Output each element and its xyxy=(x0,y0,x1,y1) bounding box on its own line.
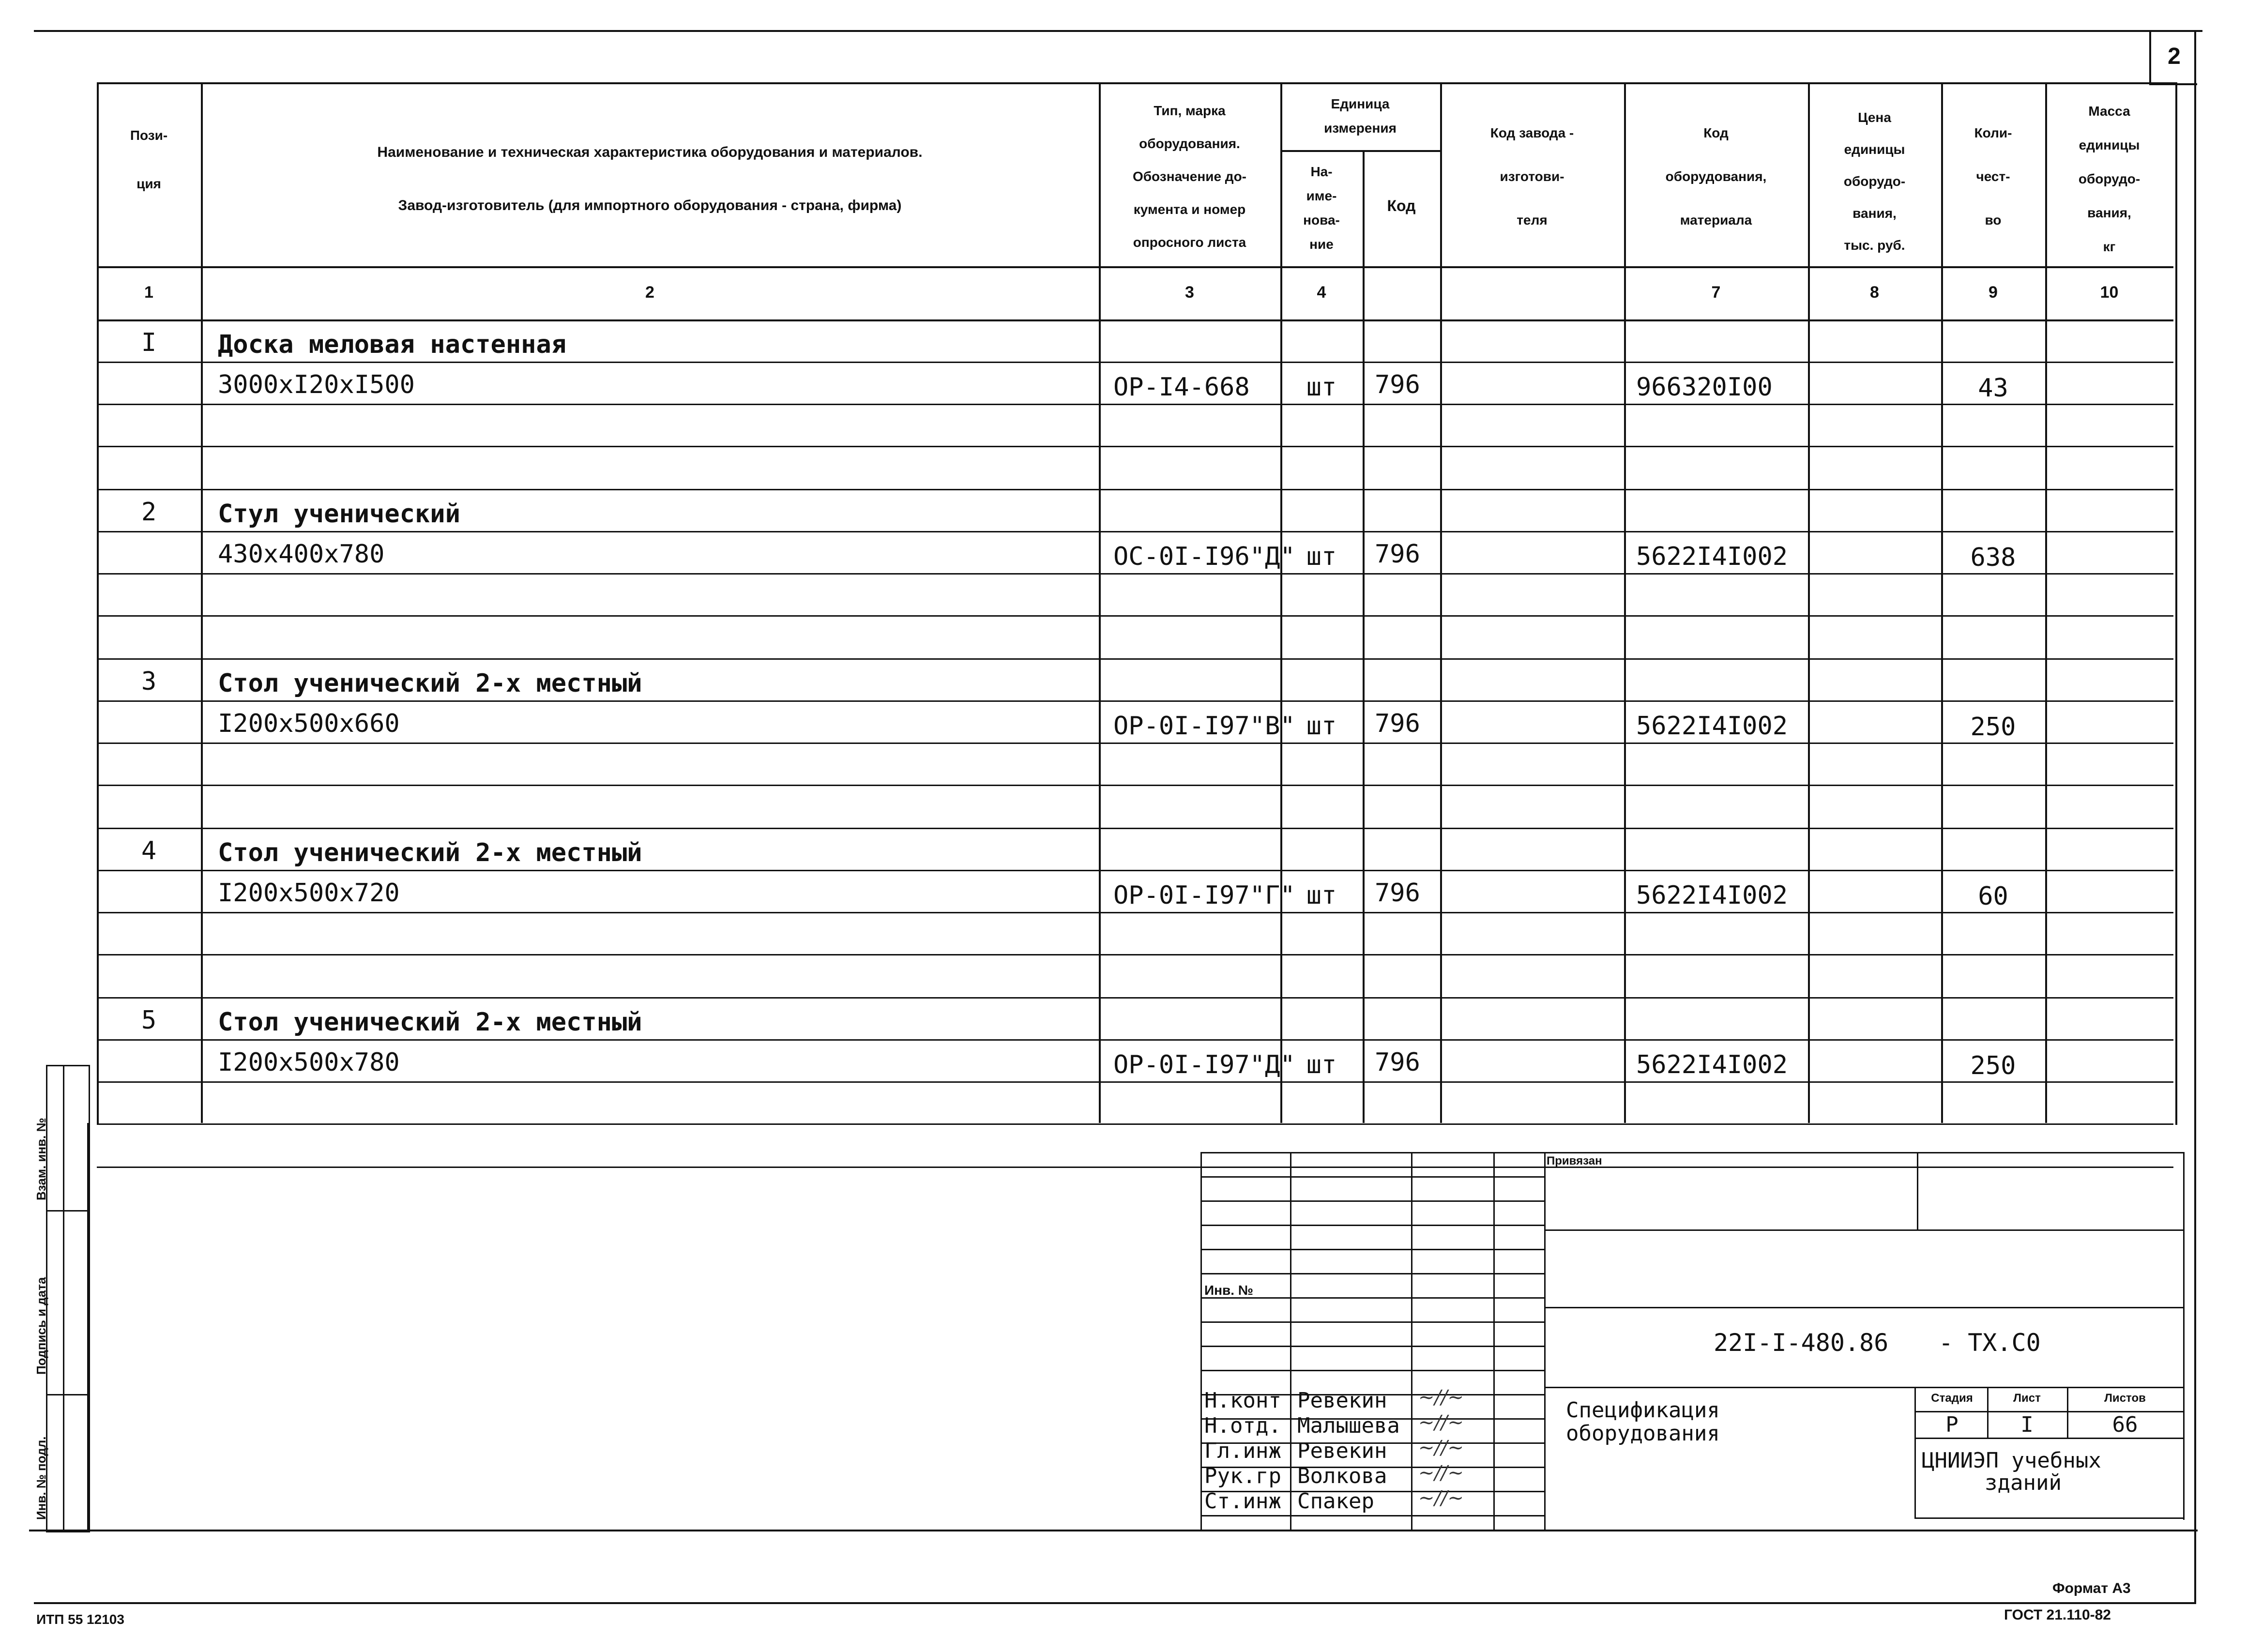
item-name: Доска меловая настенная xyxy=(218,330,567,359)
sheet-number-box xyxy=(2149,30,2197,85)
column-number: 3 xyxy=(1185,283,1194,302)
left-margin-divider xyxy=(46,1394,87,1395)
margin-label-inv: Инв. № подл. xyxy=(34,1436,48,1520)
item-unit-code: 796 xyxy=(1375,370,1420,399)
header-text: материала xyxy=(1680,212,1752,227)
header-text: Завод-изготовитель (для импортного оборудования - страна, фирма) xyxy=(398,197,902,213)
tb-line xyxy=(2183,1152,2185,1520)
item-type: ОР-I4-668 xyxy=(1113,373,1250,402)
tb-line xyxy=(1544,1229,2183,1231)
sig-grid-line xyxy=(1200,1515,1544,1516)
signature-scribble: ~∕∕~ xyxy=(1418,1487,1464,1509)
header-text: во xyxy=(1985,212,2002,227)
header-text: оборудо- xyxy=(1843,174,1906,189)
item-unit-code: 796 xyxy=(1375,879,1420,908)
row-line xyxy=(97,531,2173,532)
row-line xyxy=(97,1081,2173,1083)
margin-label-podpis: Подпись и дата xyxy=(34,1277,48,1375)
header-col3 xyxy=(1099,94,1280,259)
column-number: 1 xyxy=(144,283,153,302)
item-unit: шт xyxy=(1306,881,1337,910)
sheet-value: I xyxy=(2020,1412,2034,1437)
item-quantity: 250 xyxy=(1970,1051,2016,1080)
org-line: зданий xyxy=(1985,1470,2062,1495)
tb-line xyxy=(1917,1152,1918,1229)
stage-label: Стадия xyxy=(1931,1392,1973,1405)
header-col4-name xyxy=(1280,160,1363,257)
header-text: изготови- xyxy=(1500,169,1564,184)
item-equipment-code: 5622I4I002 xyxy=(1636,712,1788,741)
header-text: Цена xyxy=(1858,110,1891,125)
signer-role: Н.конт xyxy=(1204,1388,1281,1413)
row-line xyxy=(97,700,2173,702)
header-col2 xyxy=(201,126,1099,232)
header-text: Код xyxy=(1703,125,1729,140)
header-text: единицы xyxy=(2079,137,2140,152)
header-col6 xyxy=(1440,111,1624,242)
document-title xyxy=(1566,1399,1720,1445)
header-text: ние xyxy=(1309,237,1334,252)
signer-name: Ревекин xyxy=(1297,1439,1387,1463)
header-text: оборудо- xyxy=(2078,171,2141,186)
item-size: I200х500х720 xyxy=(218,879,400,908)
item-size: I200х500х660 xyxy=(218,709,400,738)
tb-line xyxy=(1914,1517,2183,1519)
designation: 22I-I-480.86 xyxy=(1714,1329,1889,1357)
header-text: Обозначение до- xyxy=(1132,169,1247,184)
row-line xyxy=(97,912,2173,913)
row-line xyxy=(97,870,2173,871)
header-text: Масса xyxy=(2088,104,2130,119)
header-text: кг xyxy=(2103,239,2116,254)
signature-scribble: ~∕∕~ xyxy=(1418,1386,1464,1409)
item-equipment-code: 966320I00 xyxy=(1636,373,1773,402)
frame-bottom-line xyxy=(34,1602,2196,1604)
tb-line xyxy=(1914,1438,2183,1439)
header-text: оборудования. xyxy=(1139,136,1240,151)
gost-label: ГОСТ 21.110-82 xyxy=(2004,1607,2111,1623)
stage-value: Р xyxy=(1945,1412,1959,1437)
header-col8 xyxy=(1808,102,1941,261)
sheets-label: Листов xyxy=(2104,1392,2146,1405)
title-line: оборудования xyxy=(1566,1421,1720,1446)
left-margin-divider xyxy=(63,1065,64,1530)
header-text: вания, xyxy=(2087,205,2131,220)
unit-group-line xyxy=(1280,150,1440,152)
signature-scribble: ~∕∕~ xyxy=(1418,1437,1464,1459)
signer-name: Ревекин xyxy=(1297,1388,1387,1413)
row-line xyxy=(97,404,2173,405)
row-line xyxy=(97,446,2173,447)
header-text: Тип, марка xyxy=(1154,103,1226,118)
column-number: 9 xyxy=(1989,283,1998,302)
tb-line xyxy=(1544,1387,2183,1388)
row-line xyxy=(97,997,2173,999)
row-line xyxy=(97,743,2173,744)
item-quantity: 60 xyxy=(1978,882,2008,911)
tb-line xyxy=(1544,1307,2183,1308)
item-position: 3 xyxy=(141,667,157,696)
column-number: 4 xyxy=(1317,283,1326,302)
sig-grid-line xyxy=(1200,1370,1544,1371)
signature-scribble: ~∕∕~ xyxy=(1418,1411,1464,1434)
tb-line xyxy=(1290,1152,1291,1530)
row-line xyxy=(97,362,2173,363)
header-text: Коли- xyxy=(1974,125,2012,140)
header-text: чест- xyxy=(1976,169,2010,184)
left-margin-stamp xyxy=(46,1065,90,1532)
format-label: Формат А3 xyxy=(2052,1580,2131,1596)
header-text: единицы xyxy=(1844,142,1905,157)
item-type: ОР-0I-I97"В" xyxy=(1113,712,1295,741)
tb-line xyxy=(1411,1152,1412,1530)
item-type: ОР-0I-I97"Д" xyxy=(1113,1050,1295,1079)
header-text: Наименование и техническая характеристика оборудования и материалов. xyxy=(377,144,923,160)
item-position: 2 xyxy=(141,498,157,527)
item-unit: шт xyxy=(1306,373,1337,402)
item-size: 3000хI20хI500 xyxy=(218,370,415,399)
header-text: теля xyxy=(1517,212,1548,227)
header-text: име- xyxy=(1306,188,1337,203)
item-name: Стул ученический xyxy=(218,500,460,529)
item-unit-code: 796 xyxy=(1375,540,1420,569)
row-line xyxy=(97,573,2173,575)
signer-role: Гл.инж xyxy=(1204,1439,1281,1463)
designation-suffix: - ТХ.С0 xyxy=(1939,1329,2041,1357)
header-text: оборудования, xyxy=(1665,169,1767,184)
header-text: тыс. руб. xyxy=(1844,238,1905,253)
item-size: I200х500х780 xyxy=(218,1048,400,1077)
item-quantity: 250 xyxy=(1970,712,2016,742)
signer-name: Малышева xyxy=(1297,1413,1400,1438)
sig-grid-line xyxy=(1200,1200,1544,1202)
column-number: 2 xyxy=(645,283,654,302)
header-col4-code: Код xyxy=(1387,197,1416,214)
col-line xyxy=(1363,150,1365,1123)
item-unit-code: 796 xyxy=(1375,1048,1420,1077)
tb-line xyxy=(1493,1152,1495,1530)
item-equipment-code: 5622I4I002 xyxy=(1636,881,1788,910)
item-position: 5 xyxy=(141,1006,157,1035)
table-left-continuation xyxy=(87,1123,89,1530)
sheet-number: 2 xyxy=(2168,44,2181,69)
row-line xyxy=(97,658,2173,660)
signer-role: Рук.гр xyxy=(1204,1464,1281,1488)
item-quantity: 43 xyxy=(1978,374,2008,403)
item-size: 430х400х780 xyxy=(218,540,385,569)
signature-scribble: ~∕∕~ xyxy=(1418,1462,1464,1484)
sig-grid-line xyxy=(1200,1249,1544,1250)
header-col7 xyxy=(1624,111,1808,242)
col-line xyxy=(201,82,203,1123)
colnum-bottom-line xyxy=(97,319,2173,321)
item-type: ОС-0I-I96"Д" xyxy=(1113,542,1295,571)
tb-line xyxy=(1544,1152,1546,1530)
header-bottom-line xyxy=(97,266,2173,268)
row-line xyxy=(97,828,2173,829)
frame-top-line xyxy=(34,30,2202,32)
header-text: вания, xyxy=(1852,206,1897,221)
header-col10 xyxy=(2045,94,2173,264)
row-line xyxy=(97,1123,2173,1125)
header-text: Код завода - xyxy=(1490,125,1574,140)
column-number: 7 xyxy=(1711,283,1721,302)
title-line: Спецификация xyxy=(1566,1398,1720,1423)
header-text: Пози- xyxy=(130,128,168,143)
item-equipment-code: 5622I4I002 xyxy=(1636,1050,1788,1079)
left-margin-divider xyxy=(46,1210,87,1212)
row-line xyxy=(97,954,2173,955)
item-name: Стол ученический 2-х местный xyxy=(218,1008,642,1037)
row-line xyxy=(97,615,2173,617)
sig-grid-line xyxy=(1200,1225,1544,1226)
header-text: Единица xyxy=(1331,96,1390,111)
signer-role: Н.отд. xyxy=(1204,1413,1281,1438)
header-col1 xyxy=(97,111,201,208)
item-equipment-code: 5622I4I002 xyxy=(1636,542,1788,571)
row-line xyxy=(97,785,2173,786)
org-line: ЦНИИЭП учебных xyxy=(1922,1448,2101,1473)
row-line xyxy=(97,1039,2173,1041)
header-text: ция xyxy=(137,176,161,191)
row-line xyxy=(97,489,2173,490)
privyazan-label: Привязан xyxy=(1547,1154,1602,1167)
inv-no-label: Инв. № xyxy=(1204,1283,1254,1298)
signer-name: Спакер xyxy=(1297,1489,1374,1514)
header-text: кумента и номер xyxy=(1133,202,1246,217)
sig-grid-line xyxy=(1200,1346,1544,1347)
header-text: измерения xyxy=(1324,121,1397,136)
header-col9 xyxy=(1941,111,2045,242)
item-unit: шт xyxy=(1306,1050,1337,1079)
column-number: 10 xyxy=(2100,283,2119,302)
sig-grid-line xyxy=(1200,1321,1544,1323)
column-number: 8 xyxy=(1870,283,1879,302)
organization xyxy=(1922,1450,2101,1494)
signer-name: Волкова xyxy=(1297,1464,1387,1488)
tb-line xyxy=(1914,1387,1916,1517)
frame-right-line xyxy=(2194,30,2196,1603)
header-col4-group xyxy=(1280,92,1440,140)
sheet-label: Лист xyxy=(2013,1392,2041,1405)
sheets-value: 66 xyxy=(2112,1412,2138,1437)
item-unit: шт xyxy=(1306,542,1337,571)
sig-grid-line xyxy=(1200,1176,1544,1178)
item-position: 4 xyxy=(141,836,157,865)
item-unit: шт xyxy=(1306,712,1337,741)
margin-label-vzam: Взам. инв. № xyxy=(34,1118,48,1200)
item-quantity: 638 xyxy=(1970,543,2016,572)
signer-role: Ст.инж xyxy=(1204,1489,1281,1514)
item-position: I xyxy=(141,328,157,357)
header-text: На- xyxy=(1310,164,1333,179)
item-name: Стол ученический 2-х местный xyxy=(218,838,642,867)
item-name: Стол ученический 2-х местный xyxy=(218,669,642,698)
item-type: ОР-0I-I97"Г" xyxy=(1113,881,1295,910)
item-unit-code: 796 xyxy=(1375,709,1420,738)
header-text: опросного листа xyxy=(1133,235,1246,250)
sig-grid-line xyxy=(1200,1273,1544,1274)
stamp-code: ИТП 55 12103 xyxy=(36,1612,124,1627)
header-text: нова- xyxy=(1303,212,1340,227)
